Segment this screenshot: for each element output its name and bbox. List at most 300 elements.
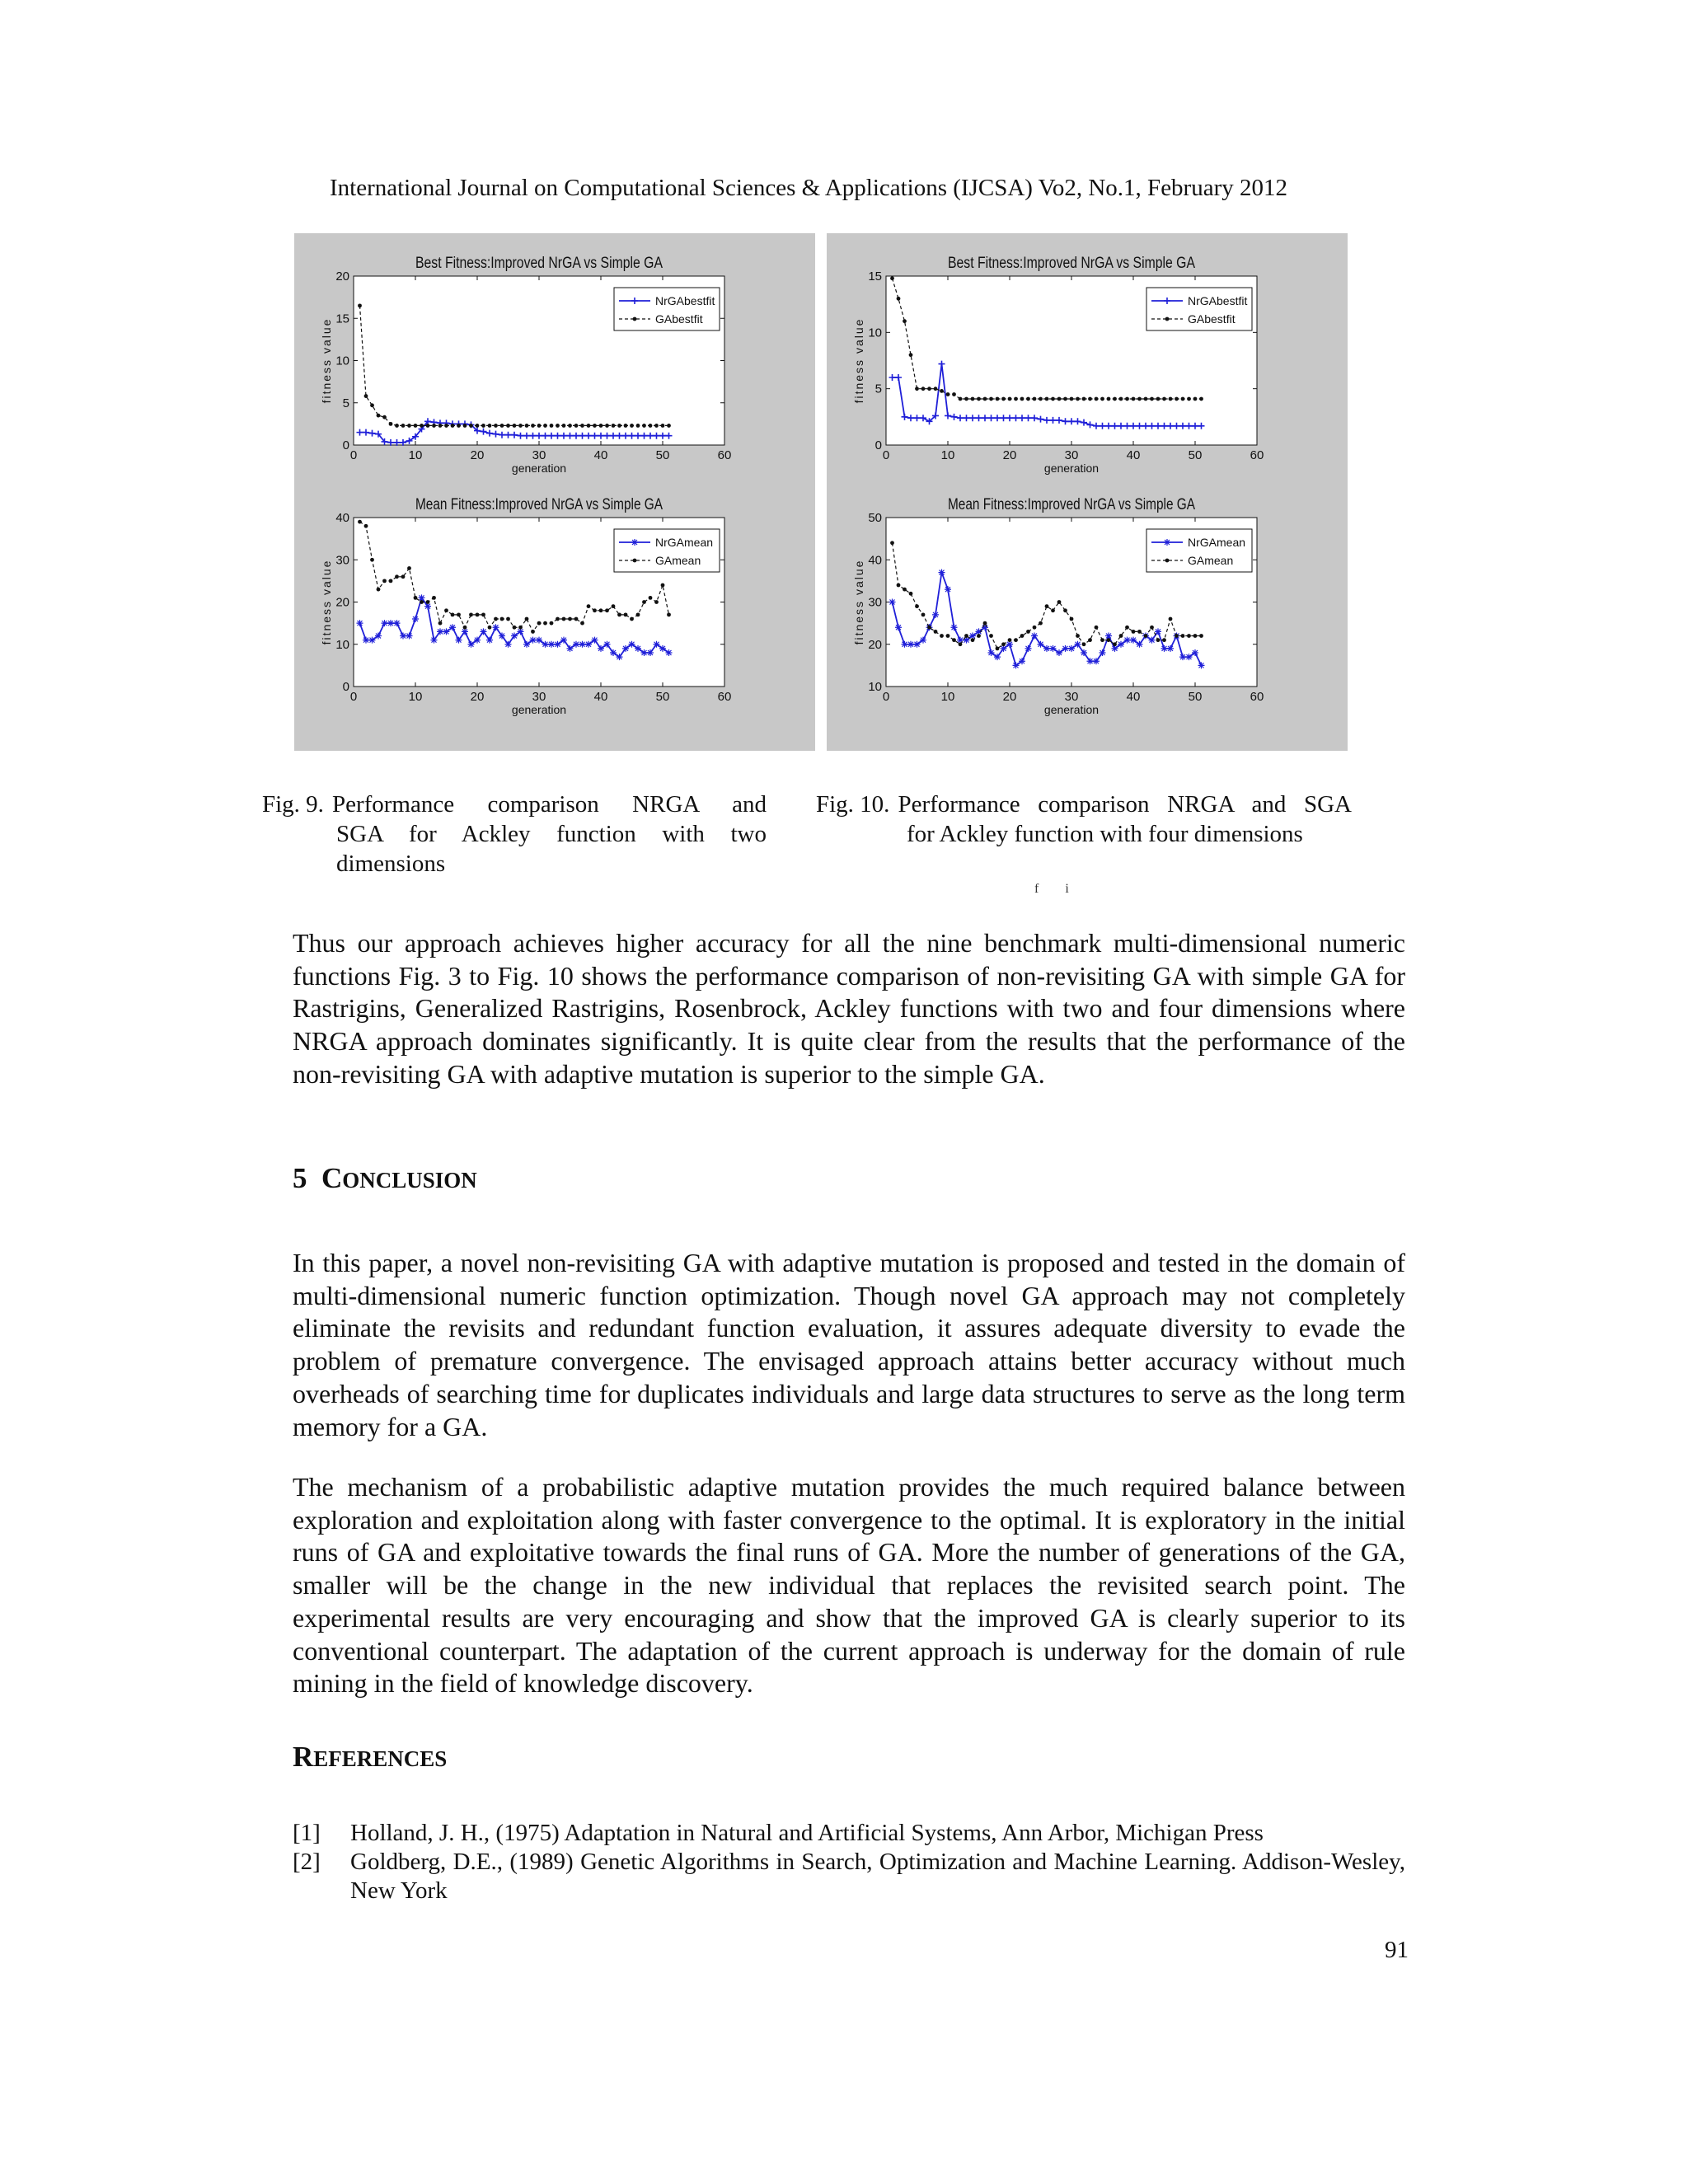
data-point [1057, 600, 1062, 604]
y-tick-label: 0 [342, 438, 349, 452]
data-point [370, 558, 374, 562]
data-point [1070, 397, 1074, 401]
data-point [449, 624, 456, 630]
data-point [617, 612, 621, 616]
data-point [890, 276, 894, 280]
y-tick-label: 0 [874, 438, 882, 452]
data-point [593, 608, 597, 612]
caption-first-line: Performance comparison NRGA and SGA [898, 791, 1352, 818]
x-tick-label: 60 [1250, 448, 1264, 462]
data-point [1169, 397, 1173, 401]
data-point [921, 612, 926, 616]
data-point [641, 649, 648, 656]
data-point [1169, 617, 1173, 621]
data-point [1118, 641, 1124, 648]
data-point [1144, 397, 1148, 401]
reference-number: [2] [293, 1849, 321, 1875]
data-point [964, 397, 968, 401]
data-point [370, 403, 374, 407]
data-point [463, 626, 467, 630]
data-point [952, 392, 956, 396]
x-tick-label: 10 [940, 690, 955, 704]
data-point [1130, 637, 1137, 644]
data-point [395, 424, 399, 428]
data-point [537, 424, 542, 428]
data-point [927, 626, 931, 630]
data-point [525, 617, 529, 621]
data-point [562, 424, 566, 428]
x-tick-label: 10 [408, 690, 423, 704]
data-point [889, 599, 896, 606]
data-point [983, 397, 987, 401]
data-point [1100, 397, 1104, 401]
data-point [592, 637, 598, 644]
data-point [934, 630, 938, 634]
data-point [1165, 317, 1170, 321]
data-point [902, 641, 908, 648]
data-point [377, 414, 381, 418]
y-tick-label: 30 [335, 553, 349, 568]
data-point [543, 424, 547, 428]
data-point [1162, 638, 1166, 642]
data-point [1164, 539, 1170, 546]
data-point [920, 637, 926, 644]
data-point [444, 424, 448, 428]
data-point [1008, 638, 1012, 642]
data-point [494, 424, 498, 428]
data-point [443, 628, 450, 635]
data-point [556, 617, 560, 621]
legend [1146, 529, 1252, 572]
data-point [915, 604, 919, 608]
data-point [1155, 628, 1161, 635]
data-point [959, 642, 963, 646]
data-point [932, 612, 939, 618]
data-point [1156, 397, 1160, 401]
data-point [1161, 645, 1168, 652]
data-point [1063, 608, 1067, 612]
data-point [934, 387, 938, 391]
data-point [599, 608, 603, 612]
data-point [909, 353, 913, 357]
data-point [649, 424, 653, 428]
data-point [915, 387, 919, 391]
legend-entry: GAmean [1188, 554, 1234, 567]
legend [614, 288, 720, 330]
y-tick-label: 5 [342, 396, 349, 410]
data-point [988, 649, 995, 656]
data-point [1045, 604, 1049, 608]
data-point [994, 654, 1001, 660]
data-point [1019, 658, 1025, 664]
data-point [400, 633, 406, 640]
data-point [617, 654, 623, 660]
x-axis-label: generation [511, 462, 567, 475]
data-point [624, 612, 628, 616]
y-tick-label: 15 [868, 269, 882, 284]
chart-title: Mean Fitness:Improved NrGA vs Simple GA [948, 496, 1196, 513]
x-tick-label: 30 [532, 448, 546, 462]
data-point [548, 641, 555, 648]
data-point [382, 579, 387, 583]
y-tick-label: 30 [868, 595, 882, 610]
data-point [1013, 662, 1020, 668]
data-point [909, 592, 913, 596]
data-point [530, 637, 537, 644]
data-point [996, 646, 1000, 650]
data-point [604, 641, 611, 648]
caption-label: Fig. 9. [262, 791, 324, 818]
heading-initial: C [321, 1162, 343, 1194]
chart-title: Best Fitness:Improved NrGA vs Simple GA [415, 255, 663, 272]
data-point [983, 621, 987, 626]
data-point [1100, 649, 1106, 656]
data-point [630, 617, 634, 621]
data-point [1093, 658, 1100, 664]
figure-9-svg [294, 233, 815, 751]
data-point [580, 424, 584, 428]
data-point [364, 524, 368, 528]
x-tick-label: 20 [470, 690, 485, 704]
data-point [580, 621, 584, 626]
y-axis-label: fitness value [852, 559, 865, 645]
data-point [605, 608, 609, 612]
data-point [1095, 626, 1099, 630]
chart-title: Mean Fitness:Improved NrGA vs Simple GA [415, 496, 663, 513]
data-point [1020, 634, 1025, 638]
data-point [536, 637, 542, 644]
y-tick-label: 15 [335, 312, 349, 326]
data-point [531, 630, 535, 634]
data-point [977, 397, 981, 401]
data-point [996, 397, 1000, 401]
legend-entry: NrGAmean [655, 536, 714, 549]
figure-10-caption [816, 790, 1352, 849]
data-point [1087, 658, 1094, 664]
y-tick-label: 20 [335, 269, 349, 284]
data-point [375, 633, 382, 640]
data-point [1033, 397, 1037, 401]
data-point [499, 633, 505, 640]
references-heading [293, 1741, 447, 1774]
data-point [1144, 634, 1148, 638]
data-point [488, 424, 492, 428]
stray-text-fragment: f i [1034, 882, 1081, 896]
data-point [945, 586, 951, 593]
data-point [977, 634, 981, 638]
data-point [531, 424, 535, 428]
data-point [382, 620, 388, 626]
data-point [426, 600, 430, 604]
data-point [661, 424, 665, 428]
data-point [1081, 649, 1087, 656]
chart [852, 255, 1264, 475]
reference-number: [1] [293, 1820, 321, 1846]
data-point [1050, 645, 1057, 652]
data-point [560, 637, 567, 644]
data-point [437, 628, 443, 635]
data-point [907, 641, 914, 648]
data-point [636, 424, 640, 428]
data-point [481, 628, 487, 635]
data-point [1031, 633, 1038, 640]
data-point [389, 422, 393, 426]
data-point [951, 624, 958, 630]
data-point [914, 641, 921, 648]
data-point [1051, 397, 1055, 401]
x-tick-label: 30 [1064, 448, 1079, 462]
data-point [897, 297, 901, 301]
data-point [486, 637, 493, 644]
data-point [1162, 397, 1166, 401]
data-point [505, 641, 512, 648]
data-point [1075, 641, 1081, 648]
data-point [1113, 642, 1117, 646]
x-tick-label: 20 [470, 448, 485, 462]
data-point [1062, 645, 1069, 652]
data-point [1198, 662, 1205, 668]
data-point [1124, 637, 1131, 644]
data-point [1113, 397, 1117, 401]
data-point [629, 641, 635, 648]
data-point [624, 424, 628, 428]
data-point [1008, 397, 1012, 401]
x-axis-label: generation [1043, 462, 1100, 475]
data-point [438, 424, 443, 428]
data-point [457, 612, 461, 616]
data-point [989, 397, 993, 401]
x-tick-label: 50 [1188, 448, 1203, 462]
data-point [630, 424, 634, 428]
caption-continuation: for Ackley function with four dimensions [907, 821, 1303, 847]
x-tick-label: 20 [1002, 690, 1017, 704]
legend-entry: NrGAbestfit [1188, 294, 1248, 307]
data-point [407, 566, 411, 570]
data-point [420, 424, 424, 428]
data-point [1156, 638, 1160, 642]
x-tick-label: 0 [349, 690, 358, 704]
data-point [1186, 654, 1193, 660]
data-point [1088, 638, 1092, 642]
legend [614, 529, 720, 572]
data-point [1125, 397, 1129, 401]
legend-entry: GAbestfit [655, 312, 703, 326]
data-point [1150, 397, 1154, 401]
data-point [1033, 626, 1037, 630]
data-point [389, 579, 393, 583]
figure-10-panel [827, 233, 1348, 751]
data-point [511, 633, 518, 640]
data-point [1082, 642, 1086, 646]
data-point [1165, 559, 1170, 563]
data-point [463, 424, 467, 428]
data-point [1100, 638, 1104, 642]
section-number: 5 [293, 1162, 307, 1194]
data-point [431, 637, 438, 644]
data-point [1193, 397, 1198, 401]
data-point [612, 604, 616, 608]
figure-9-caption [262, 790, 767, 879]
data-point [649, 596, 653, 600]
data-point [1167, 645, 1174, 652]
data-point [406, 633, 413, 640]
data-point [1001, 642, 1006, 646]
data-point [642, 424, 646, 428]
data-point [476, 424, 480, 428]
reference-item [293, 1848, 1405, 1905]
data-point [1020, 397, 1025, 401]
data-point [506, 424, 510, 428]
data-point [666, 649, 673, 656]
x-tick-label: 0 [349, 448, 358, 462]
data-point [451, 424, 455, 428]
data-point [964, 634, 968, 638]
data-point [469, 612, 473, 616]
data-point [481, 424, 485, 428]
data-point [952, 638, 956, 642]
data-point [432, 424, 436, 428]
data-point [890, 541, 894, 545]
data-point [438, 621, 443, 626]
data-point [599, 424, 603, 428]
data-point [647, 649, 654, 656]
data-point [513, 424, 517, 428]
data-point [401, 574, 406, 579]
data-point [500, 424, 504, 428]
data-point [1026, 397, 1030, 401]
chart [320, 496, 731, 716]
data-point [1175, 634, 1179, 638]
data-point [518, 626, 523, 630]
data-point [542, 641, 549, 648]
data-point [414, 424, 418, 428]
data-point [1014, 397, 1018, 401]
x-tick-label: 0 [882, 448, 890, 462]
chart-title: Best Fitness:Improved NrGA vs Simple GA [948, 255, 1196, 272]
data-point [358, 303, 362, 307]
legend-entry: GAbestfit [1188, 312, 1236, 326]
data-point [555, 641, 561, 648]
data-point [500, 617, 504, 621]
data-point [612, 424, 616, 428]
y-axis-label: fitness value [320, 559, 333, 645]
figure-10-svg [827, 233, 1348, 751]
data-point [451, 612, 455, 616]
data-point [1095, 397, 1099, 401]
data-point [494, 617, 498, 621]
data-point [1150, 626, 1154, 630]
data-point [382, 415, 387, 419]
data-point [633, 559, 637, 563]
data-point [1179, 654, 1186, 660]
data-point [1001, 397, 1006, 401]
data-point [659, 645, 666, 652]
reference-text: Goldberg, D.E., (1989) Genetic Algorithms in Search, Optimization and Machine Learning. Addison-Wesley, New York [350, 1849, 1405, 1904]
heading-smallcaps: ONCLUSION [342, 1168, 477, 1193]
x-tick-label: 10 [408, 448, 423, 462]
data-point [587, 424, 591, 428]
data-point [407, 424, 411, 428]
data-point [414, 596, 418, 600]
x-tick-label: 30 [532, 690, 546, 704]
data-point [598, 645, 604, 652]
data-point [488, 626, 492, 630]
data-point [387, 620, 394, 626]
data-point [971, 638, 975, 642]
data-point [989, 634, 993, 638]
page-number: 91 [1385, 1937, 1409, 1963]
data-point [1043, 645, 1050, 652]
data-point [567, 645, 574, 652]
data-point [610, 649, 617, 656]
data-point [1107, 638, 1111, 642]
data-point [574, 617, 579, 621]
data-point [1193, 634, 1198, 638]
data-point [1057, 397, 1062, 401]
data-point [1132, 630, 1136, 634]
data-point [1199, 634, 1203, 638]
data-point [1132, 397, 1136, 401]
data-point [543, 621, 547, 626]
conclusion-heading [293, 1162, 477, 1195]
reference-item [293, 1819, 1405, 1848]
data-point [631, 539, 638, 546]
data-point [617, 424, 621, 428]
y-tick-label: 10 [335, 354, 349, 368]
data-point [1192, 649, 1198, 656]
data-point [1039, 397, 1043, 401]
data-point [605, 424, 609, 428]
caption-first-line: Performance comparison NRGA and [331, 791, 767, 818]
data-point [476, 612, 480, 616]
data-point [1187, 634, 1191, 638]
data-point [426, 424, 430, 428]
data-point [1181, 397, 1185, 401]
data-point [468, 641, 475, 648]
data-point [1026, 630, 1030, 634]
data-point [897, 583, 901, 588]
data-point [1125, 626, 1129, 630]
data-point [1119, 397, 1123, 401]
data-point [493, 624, 499, 630]
data-point [1187, 397, 1191, 401]
data-point [568, 617, 572, 621]
data-point [523, 641, 530, 648]
data-point [444, 608, 448, 612]
y-tick-label: 10 [335, 637, 349, 652]
data-point [1056, 649, 1062, 656]
x-tick-label: 40 [1126, 690, 1141, 704]
y-tick-label: 50 [868, 511, 882, 525]
data-point [1175, 397, 1179, 401]
y-axis-label: fitness value [852, 317, 865, 404]
data-point [573, 641, 579, 648]
data-point [574, 424, 579, 428]
x-tick-label: 10 [940, 448, 955, 462]
reference-list [293, 1819, 1405, 1905]
data-point [661, 583, 665, 588]
data-point [642, 600, 646, 604]
data-point [1045, 397, 1049, 401]
legend-entry: NrGAbestfit [655, 294, 715, 307]
data-point [667, 424, 671, 428]
data-point [363, 637, 369, 644]
data-point [903, 319, 907, 323]
y-tick-label: 0 [342, 680, 349, 694]
data-point [1051, 608, 1055, 612]
data-point [1039, 621, 1043, 626]
data-point [654, 600, 659, 604]
